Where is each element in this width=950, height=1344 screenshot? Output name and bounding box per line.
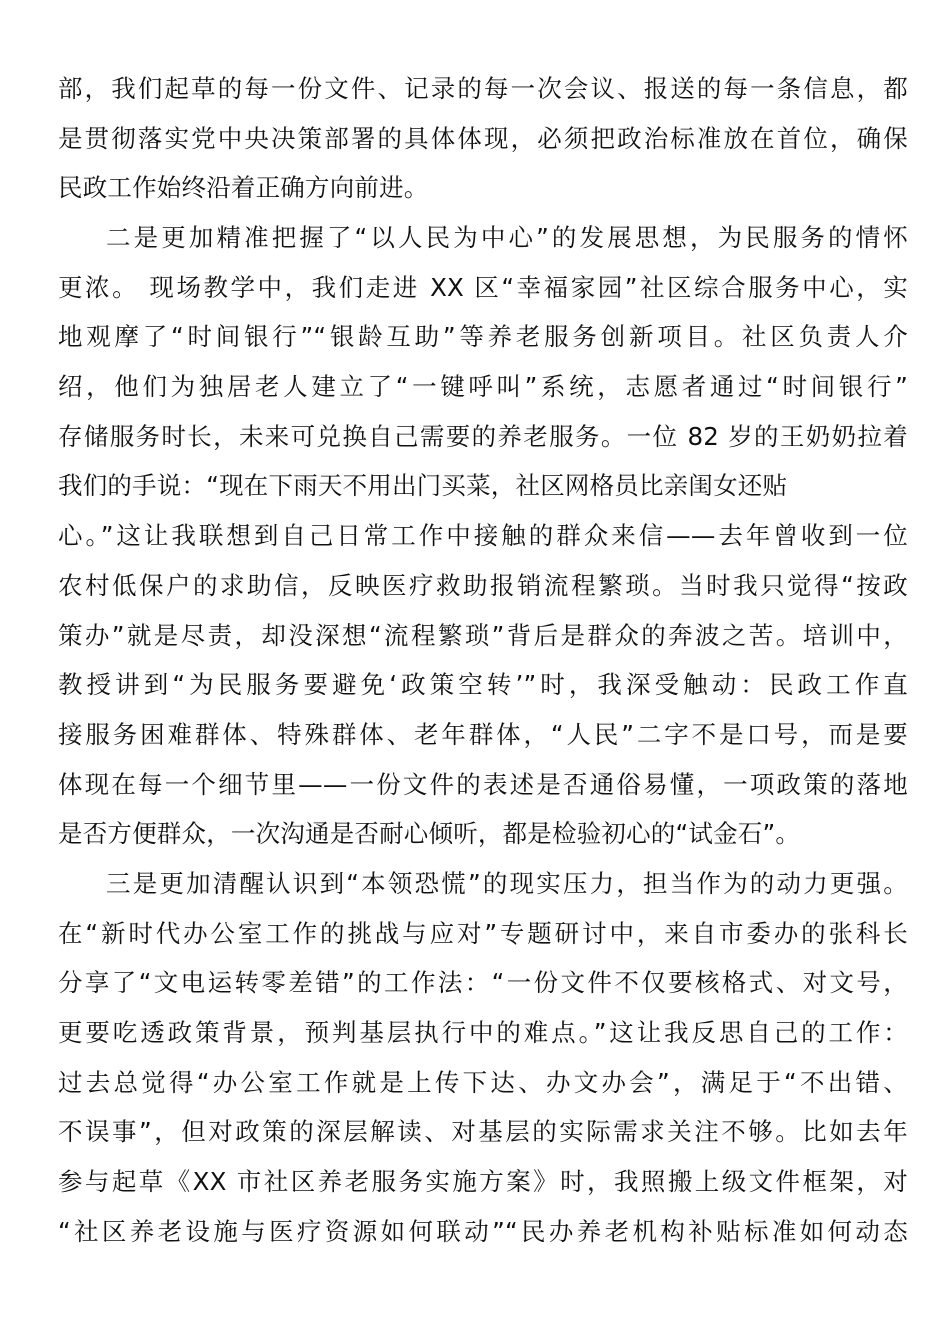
text-line-23: 参与起草《XX 市社区养老服务实施方案》时，我照搬上级文件框架，对 <box>58 1167 908 1196</box>
text-line-3: 民政工作始终沿着正确方向前进。 <box>58 173 429 202</box>
text-line-6: 地观摩了“时间银行”“银龄互助”等养老服务创新项目。社区负责人介 <box>58 322 908 351</box>
text-line-16: 是否方便群众，一次沟通是否耐心倾听，都是检验初心的“试金石”。 <box>58 819 801 848</box>
text-line-17: 三是更加清醒认识到“本领恐慌”的现实压力，担当作为的动力更强。 <box>106 869 908 898</box>
text-line-15: 体现在每一个细节里——一份文件的表述是否通俗易懂，一项政策的落地 <box>58 770 908 799</box>
text-line-4: 二是更加精准把握了“以人民为中心”的发展思想，为民服务的情怀 <box>106 223 908 252</box>
text-line-19: 分享了“文电运转零差错”的工作法：“一份文件不仅要核格式、对文号， <box>58 968 908 997</box>
text-line-13: 教授讲到“为民服务要避免‘政策空转’”时，我深受触动：民政工作直 <box>58 670 908 699</box>
text-line-7: 绍，他们为独居老人建立了“一键呼叫”系统，志愿者通过“时间银行” <box>58 372 908 401</box>
text-line-5: 更浓。 现场教学中，我们走进 XX 区“幸福家园”社区综合服务中心，实 <box>58 273 908 302</box>
text-line-18: 在“新时代办公室工作的挑战与应对”专题研讨中，来自市委办的张科长 <box>58 919 908 948</box>
text-line-2: 是贯彻落实党中央决策部署的具体体现，必须把政治标准放在首位，确保 <box>58 124 908 153</box>
text-line-20: 更要吃透政策背景，预判基层执行中的难点。”这让我反思自己的工作： <box>58 1018 908 1047</box>
text-line-22: 不误事”，但对政策的深层解读、对基层的实际需求关注不够。比如去年 <box>58 1117 908 1146</box>
text-line-1: 部，我们起草的每一份文件、记录的每一次会议、报送的每一条信息，都 <box>58 74 908 103</box>
text-line-14: 接服务困难群体、特殊群体、老年群体，“人民”二字不是口号，而是要 <box>58 720 908 749</box>
text-line-10: 心。”这让我联想到自己日常工作中接触的群众来信——去年曾收到一位 <box>58 521 908 550</box>
text-line-24: “社区养老设施与医疗资源如何联动”“民办养老机构补贴标准如何动态 <box>58 1217 908 1246</box>
text-line-21: 过去总觉得“办公室工作就是上传下达、办文办会”，满足于“不出错、 <box>58 1068 908 1097</box>
text-line-8: 存储服务时长，未来可兑换自己需要的养老服务。一位 82 岁的王奶奶拉着 <box>58 422 908 451</box>
text-line-12: 策办”就是尽责，却没深想“流程繁琐”背后是群众的奔波之苦。培训中， <box>58 621 908 650</box>
text-line-11: 农村低保户的求助信，反映医疗救助报销流程繁琐。当时我只觉得“按政 <box>58 571 908 600</box>
text-line-9: 我们的手说：“现在下雨天不用出门买菜，社区网格员比亲闺女还贴 <box>58 471 788 500</box>
